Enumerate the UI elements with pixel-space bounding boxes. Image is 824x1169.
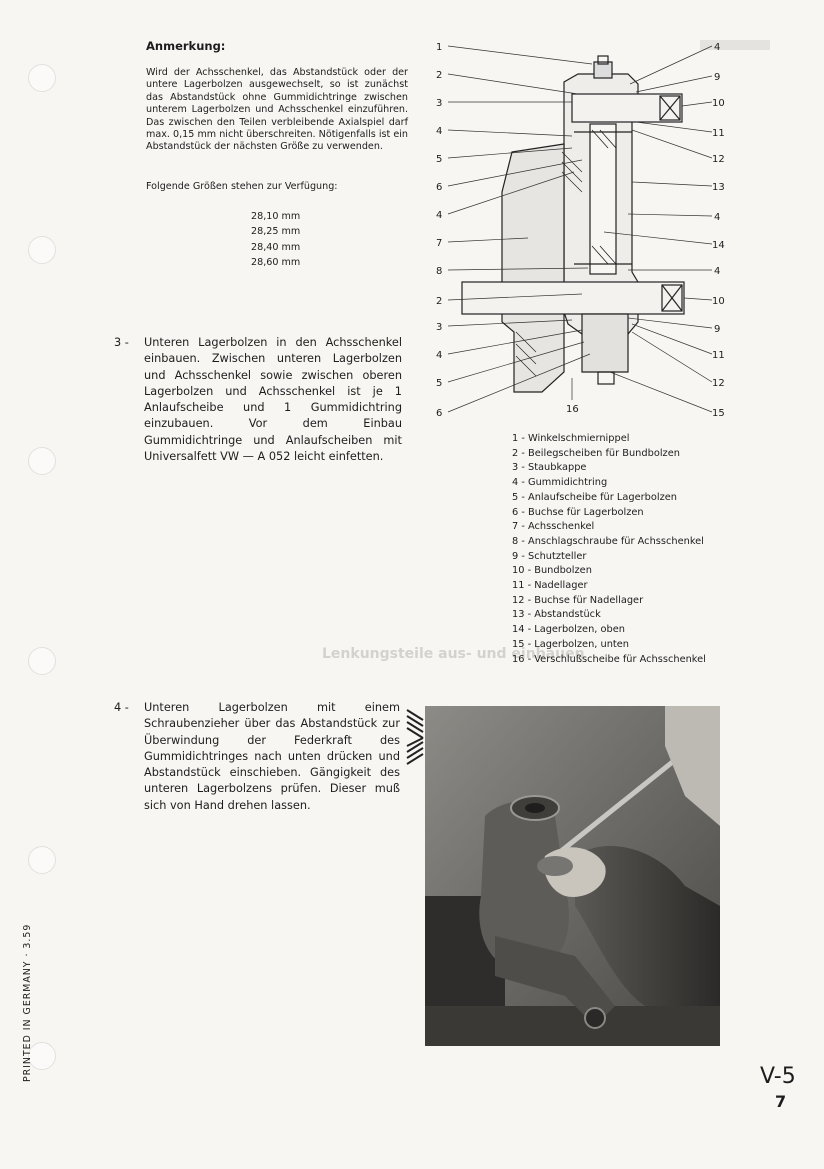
legend-item: 5 - Anlaufscheibe für Lagerbolzen [512,491,677,503]
callout-label: 13 [712,182,725,193]
legend-item: 7 - Achsschenkel [512,521,595,533]
callout-label: 10 [712,98,725,109]
callout-label: 2 [436,70,443,81]
legend-item: 6 - Buchse für Lagerbolzen [512,506,644,518]
callout-label: 3 [436,322,443,333]
note-title: Anmerkung: [146,39,226,53]
page-number: 7 [775,1092,787,1111]
callout-label: 14 [712,240,725,251]
printed-in-germany-note: PRINTED IN GERMANY · 3.59 [22,923,33,1082]
legend-item: 10 - Bundbolzen [512,565,592,577]
legend-item: 3 - Staubkappe [512,462,587,474]
parts-legend [512,432,706,667]
punch-hole [28,64,56,92]
legend-item: 4 - Gummidichtring [512,477,608,489]
note-body: Wird der Achsschenkel, das Abstandstück oder der untere Lagerbolzen ausgewechselt, so ist zunächst das Abstandstück ohne Gummidichtringe zwischen unterem Lagerbolzen und Achsschenkel einzuführen. Das zwischen den Teilen verbleibende Axialspiel darf max. 0,15 mm nicht überschreiten. Nötigenfalls ist ein Abstandstück der nächsten Größe zu verwenden. [146,67,408,153]
pointer-arrow-icon [405,706,425,770]
step-text: Unteren Lagerbolzen mit einem Schraubenzieher über das Abstandstück zur Überwindung der Federkraft des Gummidichtringes nach unten drücken und Abstandstück einschieben. Gängigkeit des unteren Lagerbolzens prüfen. Dieser muß sich von Hand drehen lassen. [144,701,400,812]
punch-hole [28,447,56,475]
callout-label: 8 [436,266,443,277]
step-text: Unteren Lagerbolzen in den Achsschenkel einbauen. Zwischen unteren Lagerbolzen und Achsschenkel sowie zwischen oberen Lagerbolzen und Achsschenkel ist je 1 Anlaufscheibe und 1 Gummidichtring einzubauen. Vor dem Einbau Gummidichtringe und Anlaufscheiben mit Universalfett VW — A 052 leicht einfetten. [144,336,402,464]
callout-label: 2 [436,296,443,307]
callout-label: 4 [436,126,443,137]
callout-label: 6 [436,408,443,419]
callout-label: 16 [566,404,579,415]
size-item: 28,25 mm [251,226,301,238]
legend-item: 12 - Buchse für Nadellager [512,594,644,606]
legend-item: 13 - Abstandstück [512,609,601,621]
callout-label: 6 [436,182,443,193]
punch-hole [28,846,56,874]
callout-label: 10 [712,296,725,307]
legend-item: 16 - Verschlußscheibe für Achsschenkel [512,653,706,665]
size-list [251,209,300,270]
callout-label: 5 [436,154,443,165]
callout-label: 11 [712,350,725,361]
step-3 [114,335,402,465]
punch-hole [28,236,56,264]
legend-item: 2 - Beilegscheiben für Bundbolzen [512,447,680,459]
size-item: 28,60 mm [251,256,301,268]
workshop-photo [425,706,720,1046]
sizes-intro: Folgende Größen stehen zur Verfügung: [146,181,338,192]
callout-label: 5 [436,378,443,389]
callout-label: 7 [436,238,443,249]
callout-label: 12 [712,378,725,389]
callout-label: 4 [436,350,443,361]
callout-label: 4 [714,212,721,223]
legend-item: 15 - Lagerbolzen, unten [512,638,630,650]
callout-label: 4 [714,266,721,277]
bleed-through-heading: Lenkungsteile aus- und einbauen [322,646,585,662]
callout-label: 3 [436,98,443,109]
callout-label: 4 [436,210,443,221]
callout-label: 9 [714,324,721,335]
step-number: 4 - [114,701,129,714]
callout-label: 4 [714,42,721,53]
legend-item: 9 - Schutzteller [512,550,587,562]
callout-label: 1 [436,42,443,53]
step-4 [114,700,400,814]
page-code: V-5 [760,1064,796,1089]
punch-hole [28,647,56,675]
legend-item: 14 - Lagerbolzen, oben [512,624,625,636]
step-number: 3 - [114,336,129,349]
legend-item: 11 - Nadellager [512,580,588,592]
size-item: 28,10 mm [251,211,301,222]
callout-label: 12 [712,154,725,165]
kingpin-section-diagram [432,32,732,422]
callout-label: 15 [712,408,725,419]
callout-label: 9 [714,72,721,83]
legend-item: 1 - Winkelschmiernippel [512,433,630,444]
size-item: 28,40 mm [251,241,301,253]
legend-item: 8 - Anschlagschraube für Achsschenkel [512,535,704,547]
callout-label: 11 [712,128,725,139]
